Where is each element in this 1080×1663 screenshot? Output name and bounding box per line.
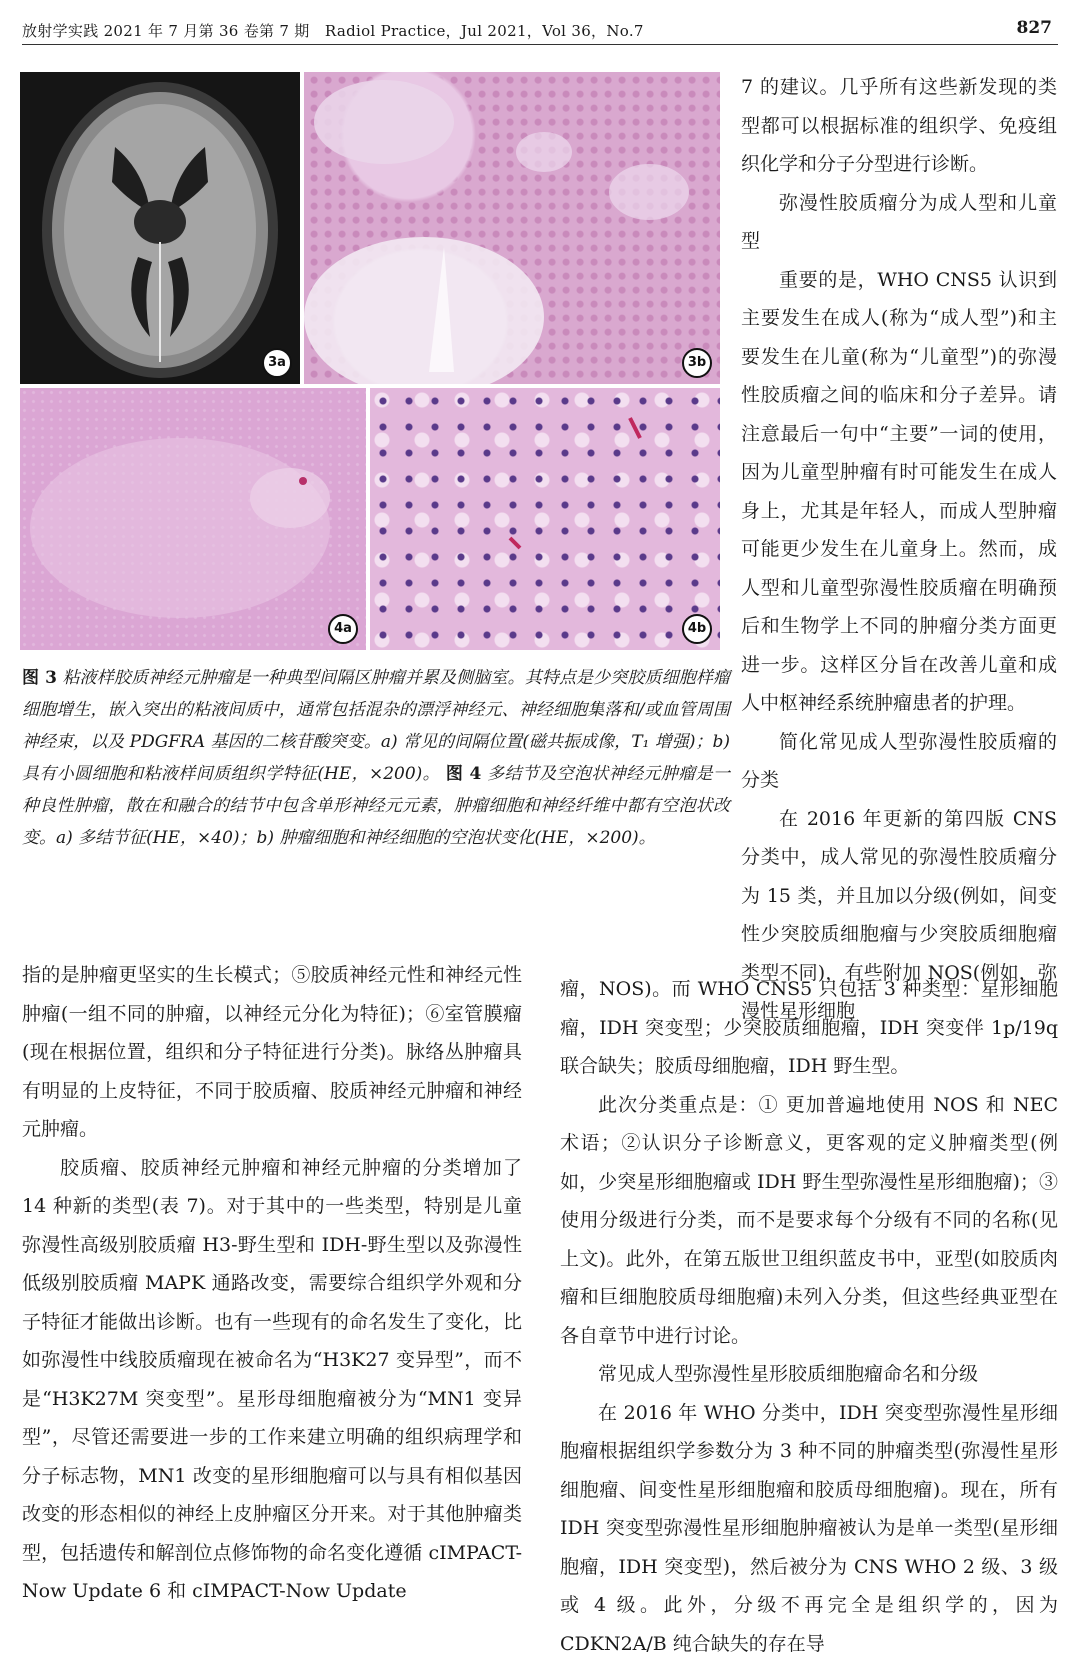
page-number: 827: [1017, 18, 1053, 38]
paragraph: 胶质瘤、胶质神经元肿瘤和神经元肿瘤的分类增加了 14 种新的类型(表 7)。对于其中的一些类型，特别是儿童弥漫性高级别胶质瘤 H3-野生型和 IDH-野生型以及弥漫性低级别胶质瘤 MAPK 通路改变，需要综合组织学外观和分子特征才能做出诊断。也有一些现有的命名发生了变化，比如弥漫性中线胶质瘤现在被命名为“H3K27 变异型”，而不是“H3K27M 突变型”。星形母细胞瘤被分为“MN1 变异型”，尽管还需要进一步的工作来建立明确的组织病理学和分子标志物，MN1 改变的星形细胞瘤可以与具有相似基因改变的形态相似的神经上皮肿瘤区分开来。对于其他肿瘤类型，包括遗传和解剖位点修饰物的命名变化遵循 cIMPACT-Now Update 6 和 cIMPACT-Now Update: [22, 1149, 522, 1611]
histology-image: [370, 388, 720, 650]
figure-label: 3a: [262, 348, 292, 378]
figure-4a-histology: [20, 388, 366, 650]
paragraph: 在 2016 年更新的第四版 CNS 分类中，成人常见的弥漫性胶质瘤分为 15 类，并且加以分级(例如，间变性少突胶质细胞瘤与少突胶质细胞瘤类型不同)，有些附加 NOS(例如，弥漫性星形细胞: [741, 800, 1057, 1031]
paragraph: 此次分类重点是：① 更加普遍地使用 NOS 和 NEC 术语；②认识分子诊断意义，更客观的定义肿瘤类型(例如，少突星形细胞瘤或 IDH 野生型弥漫性星形细胞瘤)；③使用分级进行分类，而不是要求每个分级有不同的名称(见上文)。此外，在第五版世卫组织蓝皮书中，亚型(如胶质肉瘤和巨细胞胶质母细胞瘤)未列入分类，但这些经典亚型在各自章节中进行讨论。: [560, 1086, 1058, 1356]
paragraph: 在 2016 年 WHO 分类中，IDH 突变型弥漫性星形细胞瘤根据组织学参数分为 3 种不同的肿瘤类型(弥漫性星形细胞瘤、间变性星形细胞瘤和胶质母细胞瘤)。现在，所有 IDH 突变型弥漫性星形细胞肿瘤被认为是单一类型(星形细胞瘤，IDH 突变型)，然后被分为 CNS WHO 2 级、3 级或 4 级。此外，分级不再完全是组织学的，因为 CDKN2A/B 纯合缺失的存在导: [560, 1394, 1058, 1663]
figure-caption: [22, 662, 730, 854]
figure-3-caption: 粘液样胶质神经元肿瘤是一种典型间隔区肿瘤并累及侧脑室。其特点是少突胶质细胞样瘤细胞增生，嵌入突出的粘液间质中，通常包括混杂的漂浮神经元、神经细胞集落和/或血管周围神经束，以及 PDGFRA 基因的二核苷酸突变。a) 常见的间隔位置(磁共振成像，T₁ 增强)；b) 具有小圆细胞和粘液样间质组织学特征(HE，×200)。: [22, 668, 730, 784]
paragraph: 7 的建议。几乎所有这些新发现的类型都可以根据标准的组织学、免疫组织化学和分子分型进行诊断。: [741, 68, 1057, 184]
section-heading: 常见成人型弥漫性星形胶质细胞瘤命名和分级: [560, 1355, 1058, 1394]
mri-brain-image: [20, 72, 300, 384]
figure-label: 3b: [682, 348, 712, 378]
paragraph: 指的是肿瘤更坚实的生长模式；⑤胶质神经元性和神经元性肿瘤(一组不同的肿瘤，以神经元分化为特征)；⑥室管膜瘤(现在根据位置，组织和分子特征进行分类)。脉络丛肿瘤具有明显的上皮特征，不同于胶质瘤、胶质神经元肿瘤和神经元肿瘤。: [22, 956, 522, 1149]
figure-3-label: 图 3: [22, 668, 57, 688]
figure-3b-histology: [304, 72, 720, 384]
histology-image: [304, 72, 720, 384]
section-heading: 简化常见成人型弥漫性胶质瘤的分类: [741, 723, 1057, 800]
figure-4b-histology: [370, 388, 720, 650]
paragraph: 重要的是，WHO CNS5 认识到主要发生在成人(称为“成人型”)和主要发生在儿童(称为“儿童型”)的弥漫性胶质瘤之间的临床和分子差异。请注意最后一句中“主要”一词的使用，因为儿童型肿瘤有时可能发生在成人身上，尤其是年轻人，而成人型肿瘤可能更少发生在儿童身上。然而，成人型和儿童型弥漫性胶质瘤在明确预后和生物学上不同的肿瘤分类方面更进一步。这样区分旨在改善儿童和成人中枢神经系统肿瘤患者的护理。: [741, 261, 1057, 723]
right-column-top: [741, 68, 1057, 1031]
right-column-bottom: [560, 970, 1058, 1663]
figure-4-caption: 多结节及空泡状神经元肿瘤是一种良性肿瘤，散在和融合的结节中包含单形神经元元素，肿瘤细胞和神经纤维中都有空泡状改变。a) 多结节征(HE，×40)；b) 肿瘤细胞和神经细胞的空泡状变化(HE，×200)。: [22, 764, 730, 848]
figure-label: 4a: [328, 614, 358, 644]
paragraph: 瘤，NOS)。而 WHO CNS5 只包括 3 种类型：星形细胞瘤，IDH 突变型；少突胶质细胞瘤，IDH 突变伴 1p/19q 联合缺失；胶质母细胞瘤，IDH 野生型。: [560, 970, 1058, 1086]
figure-3a-mri: [20, 72, 300, 384]
histology-image: [20, 388, 366, 650]
figure-4-label: 图 4: [446, 764, 482, 784]
figure-label: 4b: [682, 614, 712, 644]
left-column-bottom: [22, 956, 522, 1611]
journal-line: 放射学实践 2021 年 7 月第 36 卷第 7 期 Radiol Practice，Jul 2021，Vol 36，No.7: [22, 20, 644, 41]
section-heading: 弥漫性胶质瘤分为成人型和儿童型: [741, 184, 1057, 261]
running-header: [22, 14, 1058, 45]
